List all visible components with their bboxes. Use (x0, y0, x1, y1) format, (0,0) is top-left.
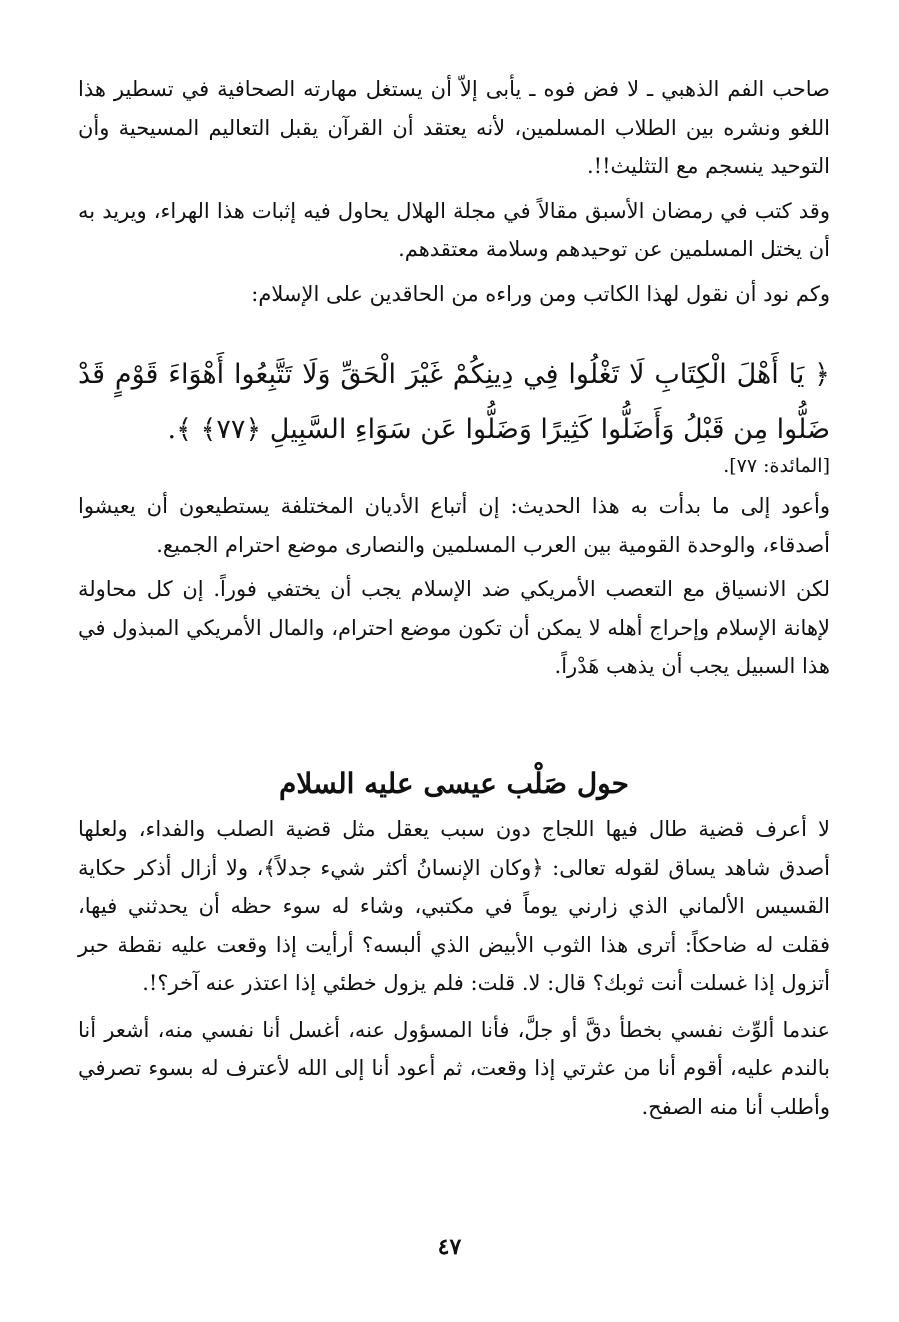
paragraph: وأعود إلى ما بدأت به هذا الحديث: إن أتباع الأديان المختلفة يستطيعون أن يعيشوا أصدقاء، والوحدة القومية بين العرب المسلمين والنصارى موضع احترام الجميع. (78, 494, 830, 557)
paragraph: وكم نود أن نقول لهذا الكاتب ومن وراءه من الحاقدين على الإسلام: (251, 281, 830, 306)
paragraph: عندما ألوِّث نفسي بخطأ دقَّ أو جلَّ، فأنا المسؤول عنه، أغسل أنا نفسي منه، أشعر أنا بالندم عليه، أقوم أنا من عثرتي إذا وقعت، ثم أعود أنا إلى الله لأعترف له بسوء تصرفي وأطلب أنا منه الصفح. (78, 1017, 830, 1119)
text-section-top (78, 70, 830, 313)
verse-citation: [المائدة: ٧٧]. (723, 455, 830, 477)
quran-verse (78, 347, 830, 457)
paragraph: لا أعرف قضية طال فيها اللجاج دون سبب يعقل مثل قضية الصلب والفداء، ولعلها أصدق شاهد يساق لقوله تعالى: ﴿وكان الإنسانُ أكثر شيء جدلاً﴾، ولا أزال أذكر حكاية القسيس الألماني الذي زارني يوماً في مكتبي، وشاء له سوء حظه أن يحدثني فيها، فقلت له ضاحكاً: أترى هذا الثوب الأبيض الذي ألبسه؟ أرأيت إذا وقعت عليه نقطة حبر أتزول إذا غسلت أنت ثوبك؟ قال: لا. قلت: فلم يزول خطئي إذا اعتذر عنه آخر؟!. (78, 817, 830, 995)
paragraph: وقد كتب في رمضان الأسبق مقالاً في مجلة الهلال يحاول فيه إثبات هذا الهراء، ويريد به أن يختل المسلمين عن توحيدهم وسلامة معتقدهم. (78, 198, 830, 261)
paragraph: لكن الانسياق مع التعصب الأمريكي ضد الإسلام يجب أن يختفي فوراً. إن كل محاولة لإهانة الإسلام وإحراج أهله لا يمكن أن تكون موضع احترام، والمال الأمريكي المبذول في هذا السبيل يجب أن يذهب هَدْراً. (78, 577, 831, 678)
text-section-bottom (78, 810, 830, 1126)
text-section-middle (78, 487, 830, 686)
section-heading: حول صَلْب عيسى عليه السلام (279, 767, 629, 800)
verse-text: ﴿ يَا أَهْلَ الْكِتَابِ لَا تَغْلُوا فِي دِينِكُمْ غَيْرَ الْحَقِّ وَلَا تَتَّبِعُوا أَهْوَاءَ قَوْمٍ قَدْ ضَلُّوا مِن قَبْلُ وَأَضَلُّوا كَثِيرًا وَضَلُّوا عَن سَوَاءِ السَّبِيلِ ﴿٧٧﴾ ﴾. (78, 359, 830, 445)
page-number: ٤٧ (437, 1234, 462, 1260)
paragraph: صاحب الفم الذهبي ـ لا فض فوه ـ يأبى إلاّ أن يستغل مهارته الصحافية في تسطير هذا اللغو ونشره بين الطلاب المسلمين، لأنه يعتقد أن القرآن يقبل التعاليم المسيحية وأن التوحيد ينسجم مع التثليث!!. (78, 77, 830, 178)
